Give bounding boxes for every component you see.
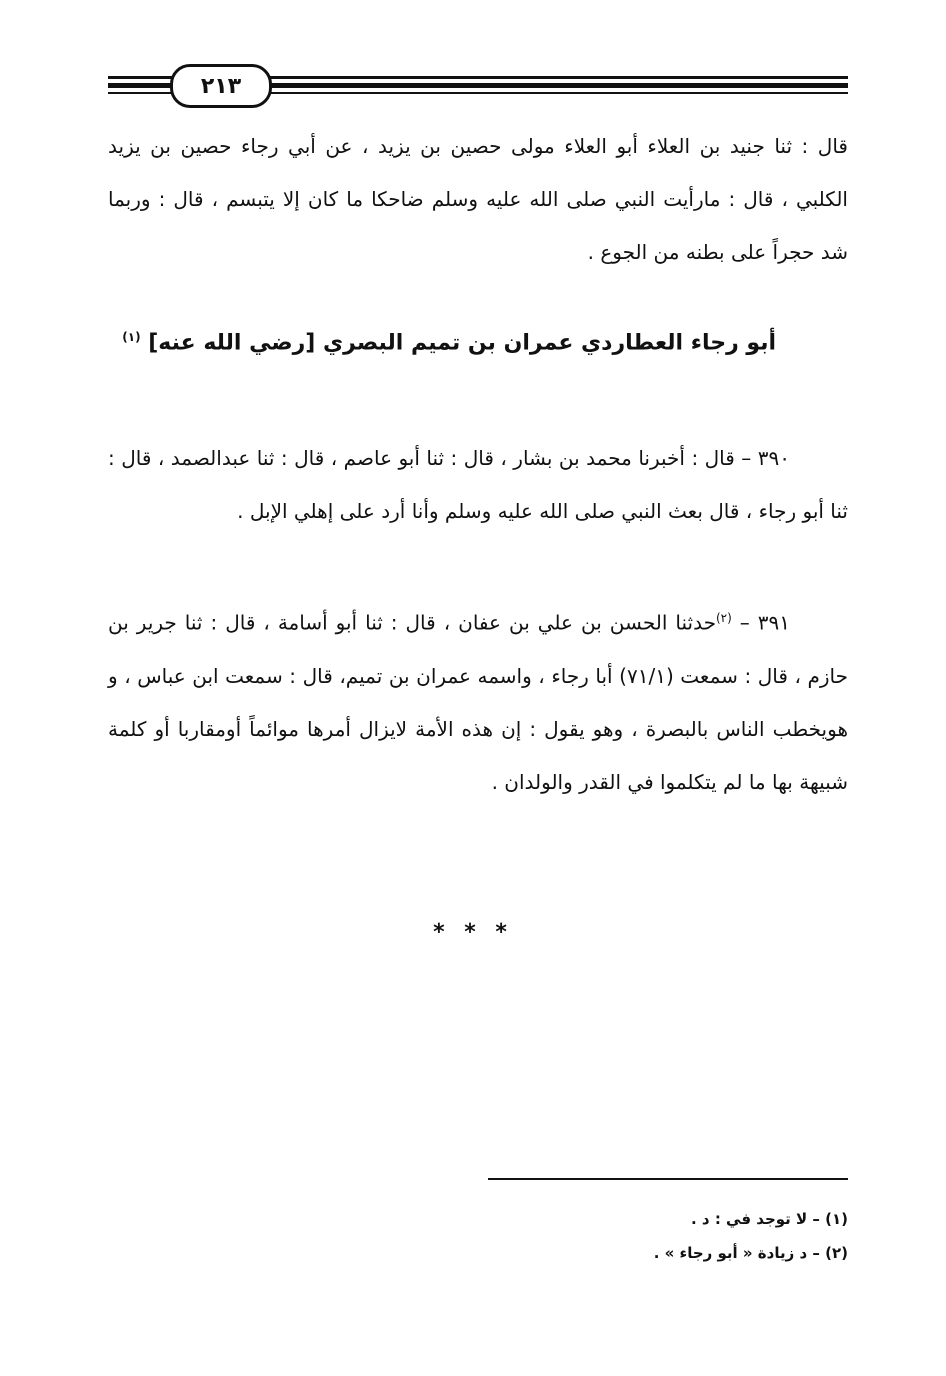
page-number: ٢١٣ — [170, 64, 272, 108]
paragraph-391-text: حدثنا الحسن بن علي بن عفان ، قال : ثنا أبو أسامة ، قال : ثنا جرير بن حازم ، قال : سمعت (٧١/١) أبا رجاء ، واسمه عمران بن تميم، قال : سمعت ابن عباس ، و هويخطب الناس بالبصرة ، وهو يقول : إن هذه الأمة لايزال أمرها موائماً أومقاربا أو كلمة شبيهة بها ما لم يتكلموا في القدر والولدان . — [108, 610, 848, 794]
section-heading-text: أبو رجاء العطاردي عمران بن تميم البصري [رضي الله عنه] — [148, 330, 776, 356]
footnote-1: (١) – لا توجد في : د . — [691, 1210, 848, 1228]
page-header — [108, 64, 848, 106]
paragraph-391-footnote-ref: (٢) — [715, 611, 732, 625]
paragraph-390 — [108, 432, 848, 538]
footnote-rule — [488, 1178, 848, 1180]
paragraph-391-body — [108, 592, 848, 809]
paragraph-391-prefix: ٣٩١ – — [731, 610, 791, 635]
paragraph-390-text: ٣٩٠ – قال : أخبرنا محمد بن بشار ، قال : ثنا أبو عاصم ، قال : ثنا عبدالصمد ، قال : ثنا أبو رجاء ، قال بعث النبي صلى الله عليه وسلم وأنا أرد على إهلي الإبل . — [108, 446, 848, 523]
heading-footnote-ref: (١) — [122, 330, 141, 344]
paragraph-1-text: قال : ثنا جنيد بن العلاء أبو العلاء مولى حصين بن يزيد ، عن أبي رجاء حصين بن يزيد الكلبي ، قال : مارأيت النبي صلى الله عليه وسلم ضاحكا ما كان إلا يتبسم ، قال : وربما شد حجراً على بطنه من الجوع . — [108, 134, 848, 264]
paragraph-391 — [108, 592, 848, 809]
footnote-2: (٢) – د زيادة « أبو رجاء » . — [653, 1244, 848, 1262]
paragraph-1 — [108, 120, 848, 279]
section-separator: * * * — [433, 920, 513, 945]
section-heading — [122, 330, 776, 355]
